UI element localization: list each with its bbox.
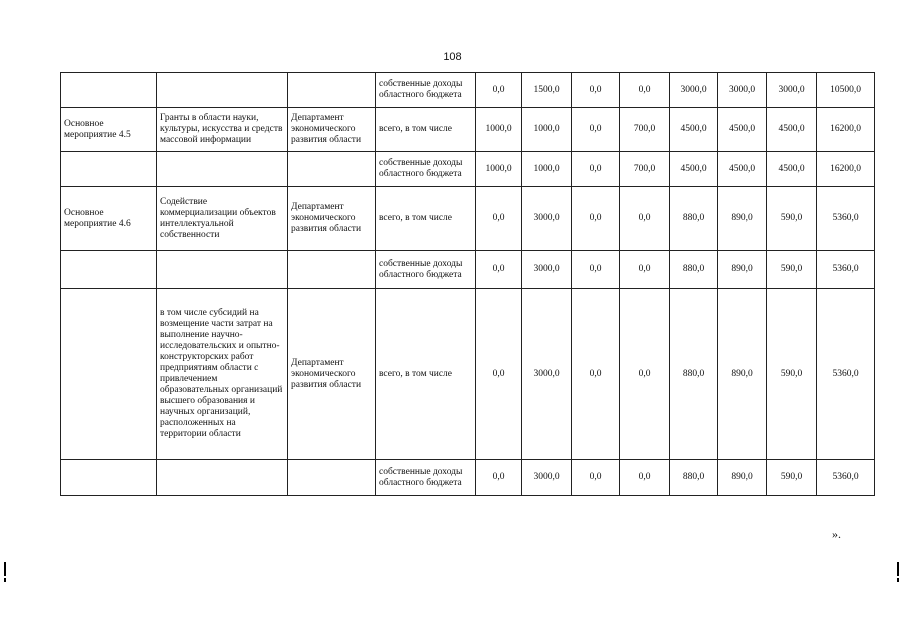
measure-cell [61, 73, 157, 108]
source-cell: собственные доходы областного бюджета [376, 152, 476, 187]
executor-cell [288, 73, 376, 108]
value-cell: 0,0 [476, 251, 522, 289]
table-row [61, 289, 875, 460]
measure-cell [61, 289, 157, 460]
value-cell: 890,0 [718, 251, 767, 289]
right-edge-mark [897, 562, 899, 576]
value-cell: 3000,0 [522, 187, 572, 251]
value-cell: 0,0 [572, 73, 620, 108]
value-cell: 590,0 [767, 289, 817, 460]
table-row [61, 251, 875, 289]
value-cell: 0,0 [572, 289, 620, 460]
left-edge-mark [4, 562, 6, 576]
executor-cell [288, 251, 376, 289]
value-cell: 890,0 [718, 289, 767, 460]
value-cell: 0,0 [476, 73, 522, 108]
value-cell: 5360,0 [817, 460, 875, 496]
value-cell: 880,0 [670, 289, 718, 460]
value-cell: 0,0 [572, 152, 620, 187]
value-cell: 1000,0 [476, 152, 522, 187]
budget-table [60, 72, 875, 496]
value-cell: 590,0 [767, 187, 817, 251]
value-cell: 1000,0 [476, 108, 522, 152]
name-cell: Гранты в области науки, культуры, искусства и средств массовой информации [157, 108, 288, 152]
value-cell: 890,0 [718, 187, 767, 251]
value-cell: 1500,0 [522, 73, 572, 108]
value-cell: 0,0 [572, 108, 620, 152]
value-cell: 890,0 [718, 460, 767, 496]
name-cell [157, 152, 288, 187]
executor-cell: Департамент экономического развития области [288, 108, 376, 152]
value-cell: 4500,0 [718, 152, 767, 187]
value-cell: 0,0 [476, 460, 522, 496]
name-cell: Содействие коммерциализации объектов интеллектуальной собственности [157, 187, 288, 251]
value-cell: 5360,0 [817, 289, 875, 460]
value-cell: 5360,0 [817, 251, 875, 289]
value-cell: 880,0 [670, 251, 718, 289]
source-cell: всего, в том числе [376, 108, 476, 152]
value-cell: 0,0 [476, 289, 522, 460]
source-cell: собственные доходы областного бюджета [376, 73, 476, 108]
value-cell: 1000,0 [522, 152, 572, 187]
measure-cell [61, 152, 157, 187]
value-cell: 3000,0 [718, 73, 767, 108]
executor-cell [288, 152, 376, 187]
value-cell: 4500,0 [670, 108, 718, 152]
value-cell: 3000,0 [522, 251, 572, 289]
value-cell: 590,0 [767, 460, 817, 496]
value-cell: 0,0 [620, 73, 670, 108]
value-cell: 0,0 [572, 187, 620, 251]
measure-cell: Основное мероприятие 4.6 [61, 187, 157, 251]
table-row [61, 460, 875, 496]
value-cell: 880,0 [670, 187, 718, 251]
value-cell: 0,0 [476, 187, 522, 251]
value-cell: 4500,0 [718, 108, 767, 152]
executor-cell: Департамент экономического развития области [288, 187, 376, 251]
value-cell: 0,0 [620, 251, 670, 289]
value-cell: 590,0 [767, 251, 817, 289]
value-cell: 3000,0 [522, 289, 572, 460]
value-cell: 700,0 [620, 152, 670, 187]
value-cell: 0,0 [572, 251, 620, 289]
source-cell: собственные доходы областного бюджета [376, 460, 476, 496]
value-cell: 700,0 [620, 108, 670, 152]
name-cell [157, 73, 288, 108]
table-row [61, 152, 875, 187]
measure-cell [61, 251, 157, 289]
name-cell [157, 251, 288, 289]
value-cell: 1000,0 [522, 108, 572, 152]
page-number: 108 [443, 51, 462, 63]
source-cell: всего, в том числе [376, 289, 476, 460]
value-cell: 16200,0 [817, 152, 875, 187]
table-row [61, 73, 875, 108]
table-row [61, 187, 875, 251]
table-row [61, 108, 875, 152]
executor-cell: Департамент экономического развития области [288, 289, 376, 460]
value-cell: 0,0 [620, 460, 670, 496]
source-cell: собственные доходы областного бюджета [376, 251, 476, 289]
name-cell [157, 460, 288, 496]
value-cell: 0,0 [572, 460, 620, 496]
value-cell: 5360,0 [817, 187, 875, 251]
value-cell: 4500,0 [767, 108, 817, 152]
value-cell: 0,0 [620, 187, 670, 251]
value-cell: 4500,0 [670, 152, 718, 187]
value-cell: 10500,0 [817, 73, 875, 108]
measure-cell: Основное мероприятие 4.5 [61, 108, 157, 152]
closing-quote-mark: ». [832, 527, 841, 541]
value-cell: 4500,0 [767, 152, 817, 187]
measure-cell [61, 460, 157, 496]
value-cell: 16200,0 [817, 108, 875, 152]
value-cell: 3000,0 [670, 73, 718, 108]
executor-cell [288, 460, 376, 496]
value-cell: 880,0 [670, 460, 718, 496]
value-cell: 3000,0 [767, 73, 817, 108]
value-cell: 0,0 [620, 289, 670, 460]
value-cell: 3000,0 [522, 460, 572, 496]
name-cell: в том числе субсидий на возмещение части затрат на выполнение научно-исследовательских и опытно-конструкторских работ предприятиям области с привлечением образовательных организаций высшего образования и научных организаций, расположенных на территории области [157, 289, 288, 460]
source-cell: всего, в том числе [376, 187, 476, 251]
